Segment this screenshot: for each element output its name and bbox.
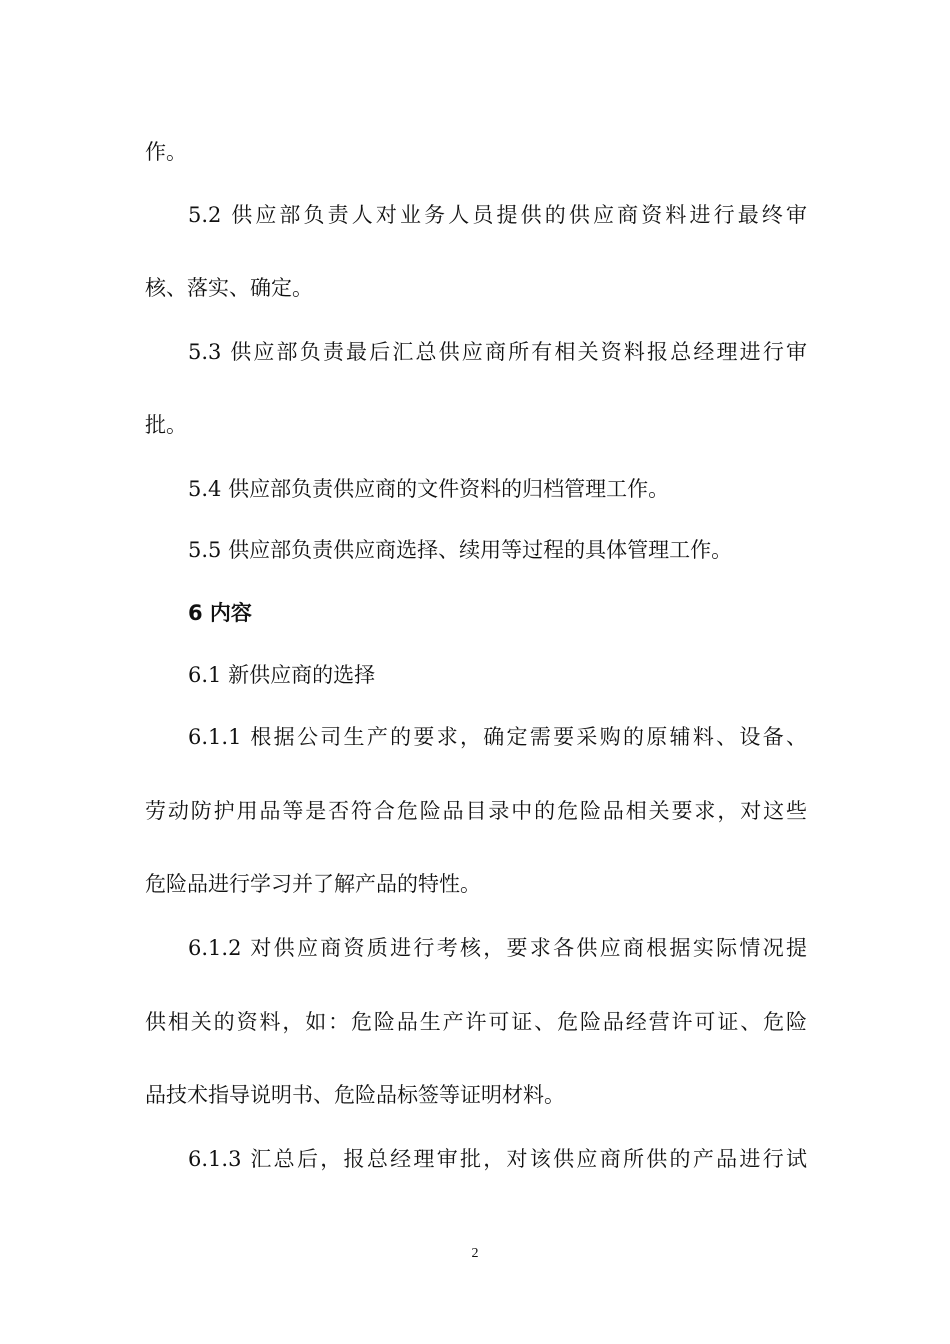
paragraph-line: 6.1.3 汇总后，报总经理审批，对该供应商所供的产品进行试 <box>188 1147 807 1171</box>
paragraph-line: 供相关的资料，如：危险品生产许可证、危险品经营许可证、危险 <box>145 1010 807 1034</box>
paragraph-line: 批。 <box>145 413 187 437</box>
subsection-heading: 6.1 新供应商的选择 <box>188 663 376 687</box>
paragraph-line: 6.1.1 根据公司生产的要求，确定需要采购的原辅料、设备、 <box>188 725 807 749</box>
paragraph-line: 劳动防护用品等是否符合危险品目录中的危险品相关要求，对这些 <box>145 799 807 823</box>
paragraph-line: 5.3 供应部负责最后汇总供应商所有相关资料报总经理进行审 <box>188 340 807 364</box>
paragraph-line: 危险品进行学习并了解产品的特性。 <box>145 872 481 896</box>
paragraph-line: 5.5 供应部负责供应商选择、续用等过程的具体管理工作。 <box>188 538 733 562</box>
section-heading: 6 内容 <box>188 601 252 625</box>
paragraph-line: 5.4 供应部负责供应商的文件资料的归档管理工作。 <box>188 477 670 501</box>
paragraph-line: 品技术指导说明书、危险品标签等证明材料。 <box>145 1083 565 1107</box>
paragraph-line: 作。 <box>145 140 187 164</box>
paragraph-line: 5.2 供应部负责人对业务人员提供的供应商资料进行最终审 <box>188 203 807 227</box>
page-number: 2 <box>471 1246 479 1261</box>
paragraph-line: 核、落实、确定。 <box>145 276 313 300</box>
paragraph-line: 6.1.2 对供应商资质进行考核，要求各供应商根据实际情况提 <box>188 936 807 960</box>
